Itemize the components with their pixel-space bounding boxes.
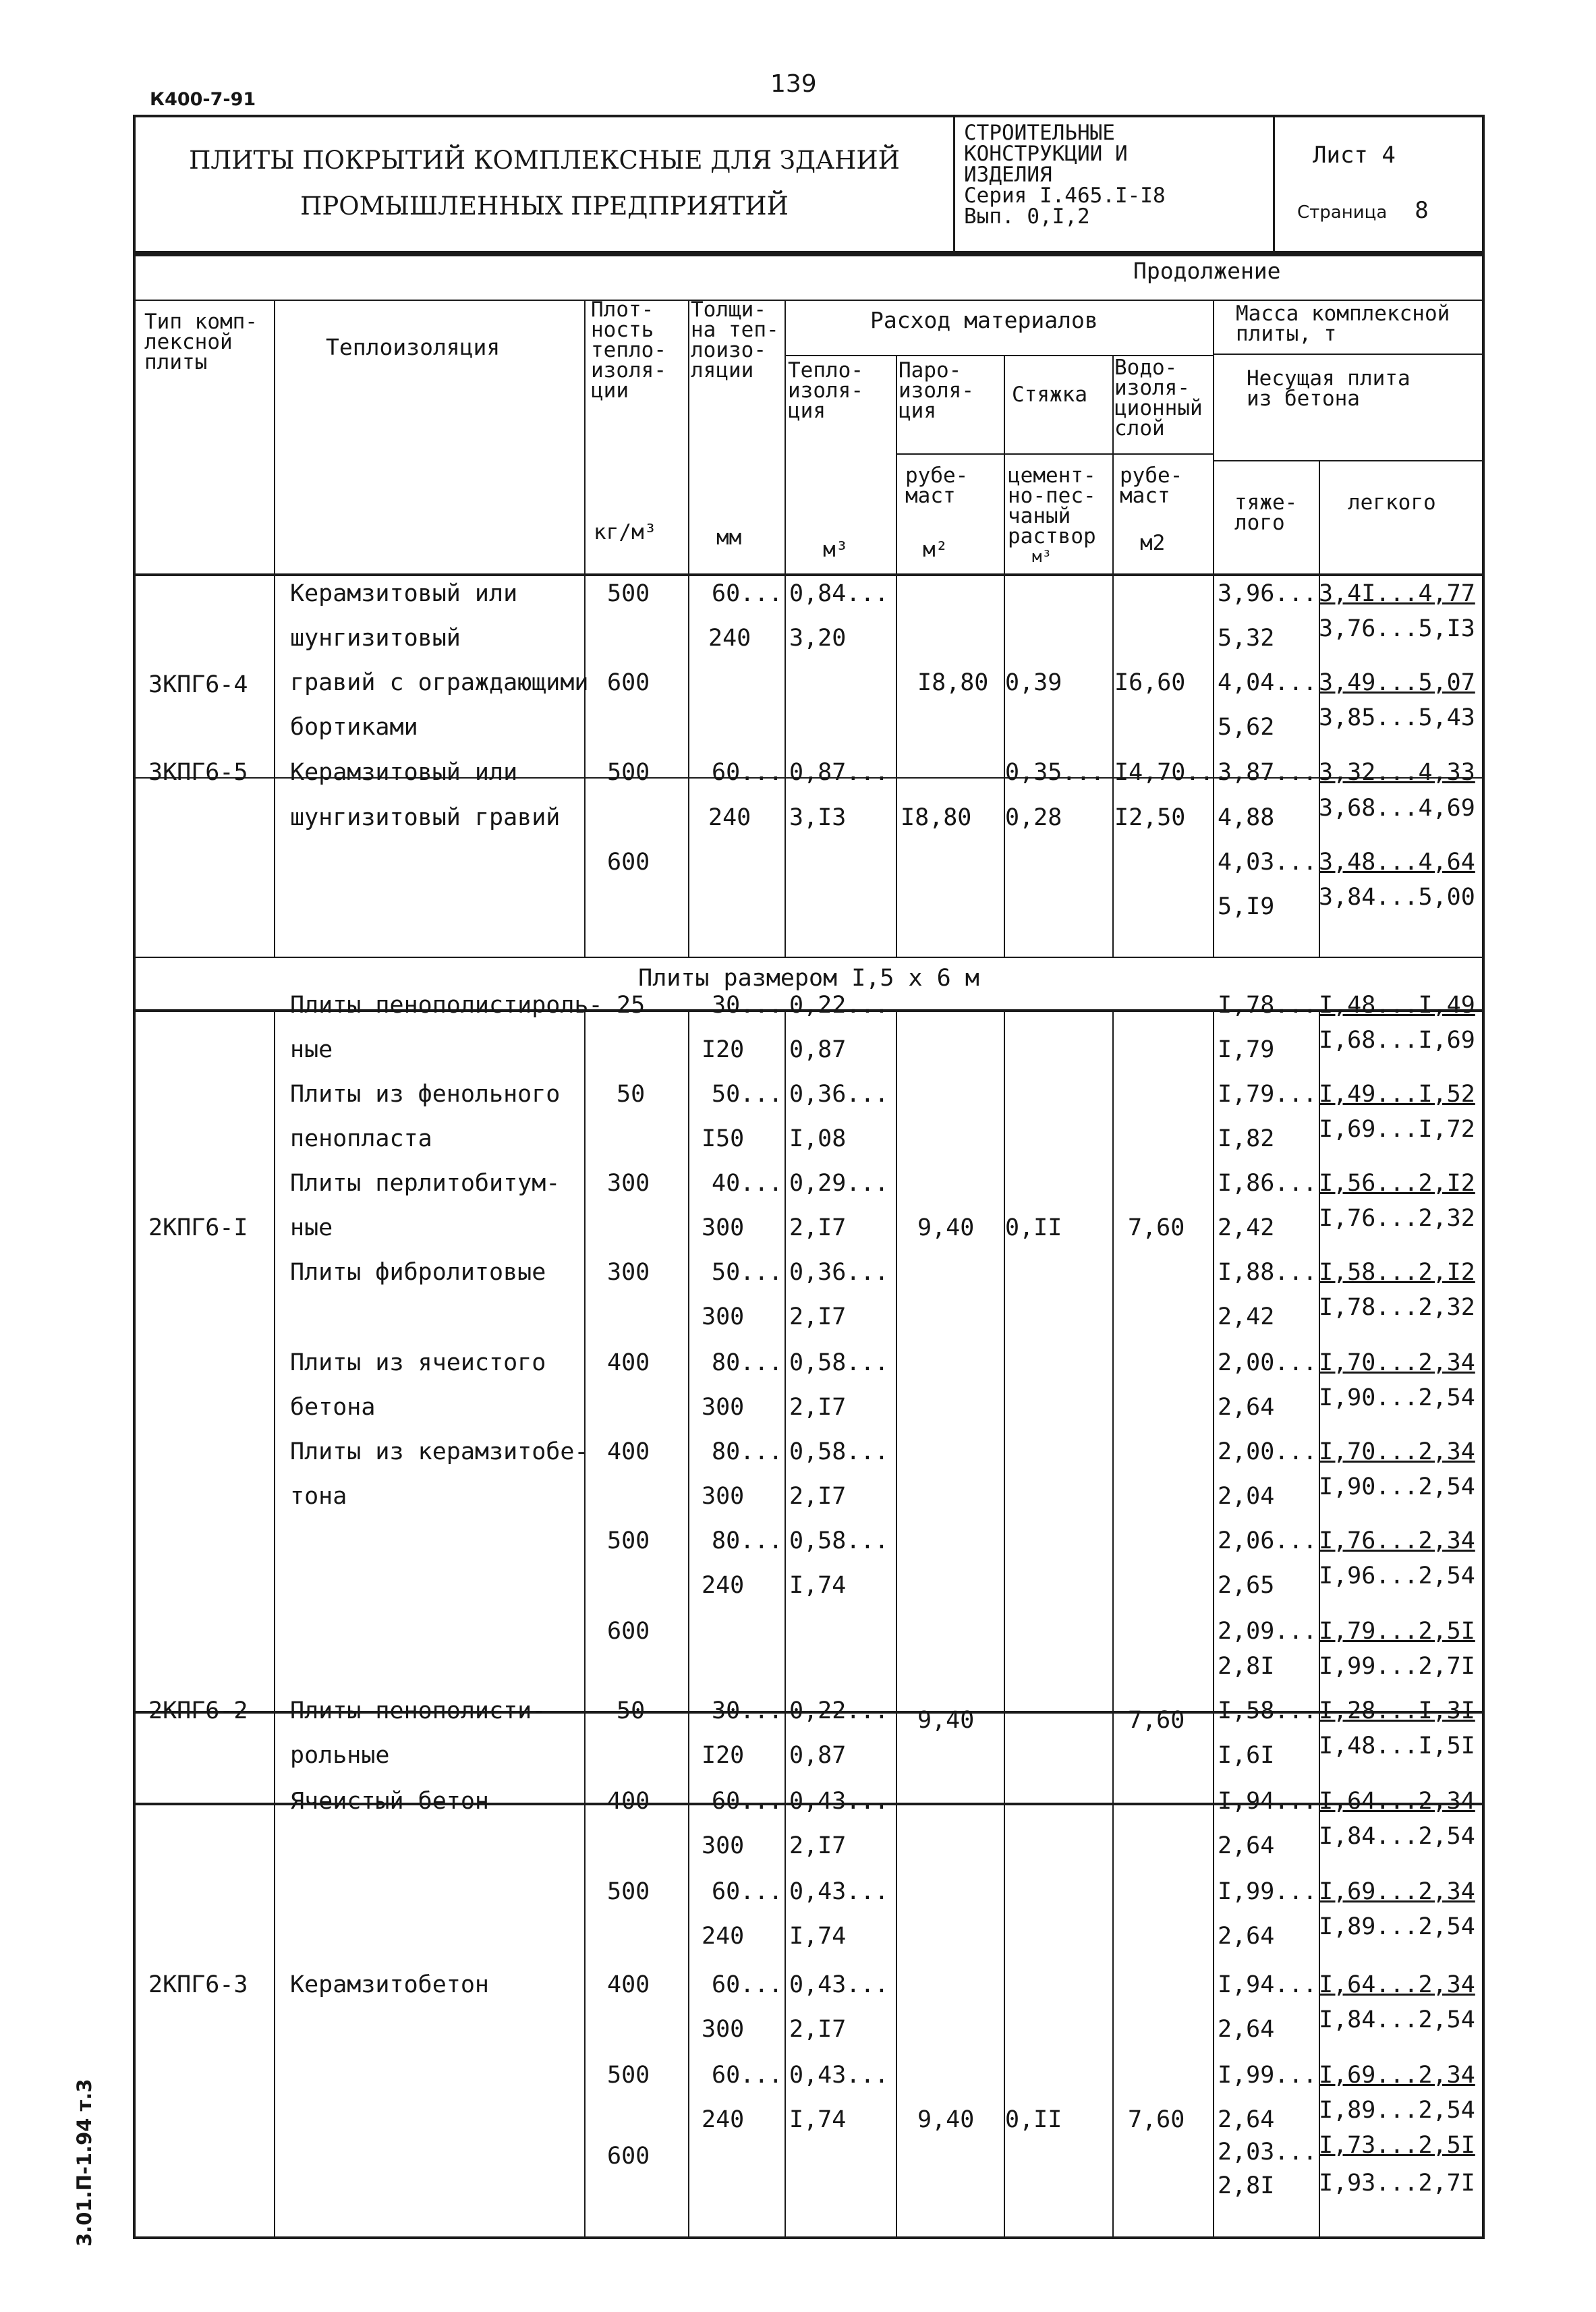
table-cell-cv5: 9,40 xyxy=(917,2106,975,2133)
col-light-header: легкого xyxy=(1348,490,1436,515)
col-insul-header xyxy=(788,360,863,421)
table-cell-d400c: 400 xyxy=(607,1788,650,1815)
header-line: Паро- xyxy=(899,358,962,383)
table-cell-cw3: 7,60 xyxy=(1128,1214,1185,1241)
table-cell-mh30: 2,64 xyxy=(1218,1923,1275,1950)
table-cell-ci3: 0,87... xyxy=(789,759,889,786)
table-cell-mh13: I,86... xyxy=(1218,1170,1317,1197)
unit-screed: м³ xyxy=(1032,547,1052,566)
document-title xyxy=(136,138,953,229)
table-cell-cw4: 7,60 xyxy=(1128,1707,1185,1734)
table-cell-i1a: Керамзитовый или xyxy=(290,580,518,607)
section-header: Плиты размером I,5 x 6 м xyxy=(638,965,979,992)
series-line: КОНСТРУКЦИИ И xyxy=(964,142,1128,166)
table-cell-i3h: Плиты из ячеистого xyxy=(290,1349,546,1376)
table-cell-ci11: 0,36... xyxy=(789,1259,889,1286)
table-cell-mh31: I,94... xyxy=(1218,1971,1317,1998)
table-cell-d500b: 500 xyxy=(607,759,650,786)
table-cell-i5a: Ячеистый бетон xyxy=(290,1788,490,1815)
header-line: лексной xyxy=(144,330,233,354)
table-cell-ml23: I,79...2,5I xyxy=(1319,1618,1475,1645)
unit-vapor: м² xyxy=(923,538,948,562)
table-cell-t5: 2КПГ6-3 xyxy=(148,1971,248,1998)
table-cell-th18: 240 xyxy=(702,1572,745,1599)
table-cell-th16: 300 xyxy=(702,1483,745,1510)
table-cell-mh1: 3,96... xyxy=(1218,580,1317,607)
table-cell-th11: 50... xyxy=(712,1259,783,1286)
table-cell-d500d: 500 xyxy=(607,1878,650,1905)
table-cell-d600b: 600 xyxy=(607,849,650,876)
table-cell-ml4: 3,85...5,43 xyxy=(1319,704,1475,731)
table-cell-mh24: 2,8I xyxy=(1218,1653,1275,1680)
table-cell-ci12: 2,I7 xyxy=(789,1303,847,1330)
table-cell-th26: 300 xyxy=(702,2016,745,2043)
header-line: маст xyxy=(905,484,956,508)
table-cell-ci21: 0,43... xyxy=(789,1788,889,1815)
table-cell-th1: 60... xyxy=(712,580,783,607)
continuation-label: Продолжение xyxy=(1133,258,1281,284)
title-block xyxy=(133,115,1485,256)
table-cell-ci25: 0,43... xyxy=(789,1971,889,1998)
header-line: Масса комплексной xyxy=(1236,302,1450,326)
header-line: ция xyxy=(788,399,826,423)
header-line: ность xyxy=(591,318,654,342)
header-line: ция xyxy=(899,399,936,423)
header-line: рубе- xyxy=(905,463,969,488)
table-cell-d25: 25 xyxy=(617,992,646,1019)
header-line: раствор xyxy=(1008,524,1096,548)
table-cell-th6: I20 xyxy=(702,1036,745,1063)
table-cell-ml36: I,93...2,7I xyxy=(1319,2170,1475,2197)
page-label: Страница xyxy=(1297,202,1388,223)
header-line: изоля- xyxy=(1114,376,1190,400)
table-cell-ml30: I,89...2,54 xyxy=(1319,1913,1475,1940)
series-info xyxy=(964,123,1166,227)
table-cell-mh11: I,79... xyxy=(1218,1081,1317,1108)
table-cell-cv1: I8,80 xyxy=(917,669,989,696)
header-line: изоля- xyxy=(591,358,666,383)
table-cell-ml29: I,69...2,34 xyxy=(1319,1878,1475,1905)
table-cell-cs3: 0,II xyxy=(1005,1214,1062,1241)
header-line: лоизо- xyxy=(691,338,766,362)
table-cell-ml27: I,64...2,34 xyxy=(1319,1788,1475,1815)
table-cell-ml5: 3,32...4,33 xyxy=(1319,759,1475,786)
table-cell-d600d: 600 xyxy=(607,2143,650,2170)
table-cell-ml22: I,96...2,54 xyxy=(1319,1562,1475,1589)
table-cell-d400a: 400 xyxy=(607,1349,650,1376)
table-cell-i1c: гравий с ограждающими xyxy=(290,669,589,696)
table-cell-mh25: I,58... xyxy=(1218,1697,1317,1724)
table-cell-d50a: 50 xyxy=(617,1081,646,1108)
table-cell-i3a: Плиты пенополистироль- xyxy=(290,992,603,1019)
col-bearing-header xyxy=(1247,368,1410,409)
series-line: Серия I.465.I-I8 xyxy=(964,184,1166,208)
table-cell-ml14: I,76...2,32 xyxy=(1319,1205,1475,1232)
table-cell-d500c: 500 xyxy=(607,1527,650,1554)
header-line: чаный xyxy=(1008,504,1071,528)
header-line: изоля- xyxy=(788,378,863,403)
table-cell-ml17: I,70...2,34 xyxy=(1319,1349,1475,1376)
table-cell-ci2: 3,20 xyxy=(789,625,847,652)
table-cell-cv2: I8,80 xyxy=(901,804,972,831)
table-cell-ml24: I,99...2,7I xyxy=(1319,1653,1475,1680)
table-cell-cw2b: I2,50 xyxy=(1114,804,1186,831)
table-cell-mh17: 2,00... xyxy=(1218,1349,1317,1376)
table-cell-d600a: 600 xyxy=(607,669,650,696)
table-cell-i3k: тона xyxy=(290,1483,347,1510)
table-cell-ml19: I,70...2,34 xyxy=(1319,1438,1475,1465)
table-cell-d500e: 500 xyxy=(607,2062,650,2089)
table-cell-mh34: 2,64 xyxy=(1218,2106,1275,2133)
table-cell-ml16: I,78...2,32 xyxy=(1319,1294,1475,1321)
table-cell-ci1: 0,84... xyxy=(789,580,889,607)
doc-code: К400-7-91 xyxy=(150,89,256,110)
table-cell-mh7: 4,03... xyxy=(1218,849,1317,876)
header-line: лого xyxy=(1234,511,1285,535)
table-cell-ml1: 3,4I...4,77 xyxy=(1319,580,1475,607)
table-cell-i3e: Плиты перлитобитум- xyxy=(290,1170,561,1197)
table-cell-mh5: 3,87... xyxy=(1218,759,1317,786)
table-cell-th15: 80... xyxy=(712,1438,783,1465)
table-cell-ml20: I,90...2,54 xyxy=(1319,1473,1475,1500)
unit-thickness: мм xyxy=(716,526,742,550)
table-cell-mh12: I,82 xyxy=(1218,1125,1275,1152)
unit-density: кг/м³ xyxy=(594,520,657,544)
table-cell-ci8: I,08 xyxy=(789,1125,847,1152)
header-line: Плот- xyxy=(591,298,654,322)
header-line: ляции xyxy=(691,358,754,383)
header-line: ции xyxy=(591,378,629,403)
table-cell-ci17: 0,58... xyxy=(789,1527,889,1554)
page-field xyxy=(1297,197,1429,224)
table-cell-ml26: I,48...I,5I xyxy=(1319,1732,1475,1759)
table-cell-d400b: 400 xyxy=(607,1438,650,1465)
col-heavy-header xyxy=(1234,492,1297,533)
table-cell-i1b: шунгизитовый xyxy=(290,625,461,652)
table-cell-i4a: Плиты пенополисти- xyxy=(290,1697,546,1724)
header-line: Тип комп- xyxy=(144,310,258,334)
table-cell-ml10: I,68...I,69 xyxy=(1319,1027,1475,1054)
table-cell-mh28: 2,64 xyxy=(1218,1832,1275,1859)
table-cell-ci20: 0,87 xyxy=(789,1742,847,1769)
table-cell-ml28: I,84...2,54 xyxy=(1319,1823,1475,1850)
table-cell-ml6: 3,68...4,69 xyxy=(1319,795,1475,822)
table-cell-cs1: 0,39 xyxy=(1005,669,1062,696)
table-cell-t1: 3КПГ6-4 xyxy=(148,671,248,698)
table-cell-i1d: бортиками xyxy=(290,714,418,741)
unit-screed-material xyxy=(1008,463,1096,548)
header-line: на теп- xyxy=(691,318,779,342)
table-cell-d400d: 400 xyxy=(607,1971,650,1998)
table-cell-ml31: I,64...2,34 xyxy=(1319,1971,1475,1998)
table-cell-th17: 80... xyxy=(712,1527,783,1554)
col-screed-header: Стяжка xyxy=(1012,383,1087,407)
table-cell-d50b: 50 xyxy=(617,1697,646,1724)
page-number: 139 xyxy=(770,70,817,98)
col-type-header xyxy=(144,312,258,372)
table-cell-th8: I50 xyxy=(702,1125,745,1152)
table-cell-cv4: 9,40 xyxy=(917,1707,975,1734)
table-cell-ml9: I,48...I,49 xyxy=(1319,992,1475,1019)
table-cell-th4: 240 xyxy=(708,804,751,831)
table-cell-ci28: I,74 xyxy=(789,2106,847,2133)
table-cell-mh16: 2,42 xyxy=(1218,1303,1275,1330)
series-line: ИЗДЕЛИЯ xyxy=(964,163,1052,187)
table-cell-ml15: I,58...2,I2 xyxy=(1319,1259,1475,1286)
table-cell-ml33: I,69...2,34 xyxy=(1319,2062,1475,2089)
table-cell-ci10: 2,I7 xyxy=(789,1214,847,1241)
table-cell-i3i: бетона xyxy=(290,1394,376,1421)
col-density-header xyxy=(591,300,666,401)
table-cell-mh33: I,99... xyxy=(1218,2062,1317,2089)
table-cell-ml3: 3,49...5,07 xyxy=(1319,669,1475,696)
table-cell-d300a: 300 xyxy=(607,1170,650,1197)
series-line: СТРОИТЕЛЬНЫЕ xyxy=(964,121,1115,145)
table-cell-mh14: 2,42 xyxy=(1218,1214,1275,1241)
table-cell-th23: 60... xyxy=(712,1878,783,1905)
table-cell-i2a: Керамзитовый или xyxy=(290,759,518,786)
table-cell-mh20: 2,04 xyxy=(1218,1483,1275,1510)
table-cell-th19: 30... xyxy=(712,1697,783,1724)
col-mass-header xyxy=(1236,304,1450,344)
table-cell-th22: 300 xyxy=(702,1832,745,1859)
header-line: Тепло- xyxy=(788,358,863,383)
table-cell-d500a: 500 xyxy=(607,580,650,607)
table-cell-cw5: 7,60 xyxy=(1128,2106,1185,2133)
table-cell-t3: 2КПГ6-I xyxy=(148,1214,248,1241)
header-line: из бетона xyxy=(1247,387,1360,411)
table-cell-ci16: 2,I7 xyxy=(789,1483,847,1510)
table-cell-mh9: I,78... xyxy=(1218,992,1317,1019)
table-cell-th24: 240 xyxy=(702,1923,745,1950)
table-cell-ml32: I,84...2,54 xyxy=(1319,2006,1475,2033)
title-line-1: ПЛИТЫ ПОКРЫТИЙ КОМПЛЕКСНЫЕ ДЛЯ ЗДАНИЙ xyxy=(189,146,900,175)
table-cell-d300b: 300 xyxy=(607,1259,650,1286)
table-cell-ci14: 2,I7 xyxy=(789,1394,847,1421)
table-cell-ci5: 0,22... xyxy=(789,992,889,1019)
table-cell-ml18: I,90...2,54 xyxy=(1319,1384,1475,1411)
table-cell-i3b: ные xyxy=(290,1036,333,1063)
table-cell-th9: 40... xyxy=(712,1170,783,1197)
header-line: изоля- xyxy=(899,378,974,403)
table-cell-cw1: I6,60 xyxy=(1114,669,1186,696)
table-cell-th25: 60... xyxy=(712,1971,783,1998)
table-cell-mh32: 2,64 xyxy=(1218,2016,1275,2043)
table-cell-mh29: I,99... xyxy=(1218,1878,1317,1905)
table-cell-mh23: 2,09... xyxy=(1218,1618,1317,1645)
table-cell-mh18: 2,64 xyxy=(1218,1394,1275,1421)
side-code: 3.01.П-1.94 т.3 xyxy=(73,2079,96,2247)
table-cell-th5: 30... xyxy=(712,992,783,1019)
table-cell-ci13: 0,58... xyxy=(789,1349,889,1376)
table-cell-cs2b: 0,28 xyxy=(1005,804,1062,831)
table-cell-t2: 3КПГ6-5 xyxy=(148,759,248,786)
header-line: ционный xyxy=(1114,396,1203,420)
table-cell-mh22: 2,65 xyxy=(1218,1572,1275,1599)
table-cell-cs5: 0,II xyxy=(1005,2106,1062,2133)
table-cell-i3d: пенопласта xyxy=(290,1125,432,1152)
table-cell-ci6: 0,87 xyxy=(789,1036,847,1063)
unit-water-material xyxy=(1120,463,1183,508)
table-cell-th28: 240 xyxy=(702,2106,745,2133)
table-cell-mh15: I,88... xyxy=(1218,1259,1317,1286)
unit-insul: м³ xyxy=(823,538,849,562)
header-line: Несущая плита xyxy=(1247,366,1410,391)
col-insulation-header: Теплоизоляция xyxy=(326,334,501,360)
table-cell-th14: 300 xyxy=(702,1394,745,1421)
table-cell-ml2: 3,76...5,I3 xyxy=(1319,615,1475,642)
table-cell-d600c: 600 xyxy=(607,1618,650,1645)
table-cell-mh26: I,6I xyxy=(1218,1742,1275,1769)
header-line: маст xyxy=(1120,484,1170,508)
table-cell-mh4: 5,62 xyxy=(1218,714,1275,741)
table-cell-i2b: шунгизитовый гравий xyxy=(290,804,561,831)
table-cell-ci27: 0,43... xyxy=(789,2062,889,2089)
table-cell-i3f: ные xyxy=(290,1214,333,1241)
header-line: но-пес- xyxy=(1008,484,1096,508)
table-cell-ci26: 2,I7 xyxy=(789,2016,847,2043)
table-cell-cw2a: I4,70... xyxy=(1114,759,1228,786)
table-cell-mh21: 2,06... xyxy=(1218,1527,1317,1554)
header-line: рубе- xyxy=(1120,463,1183,488)
table-cell-i3j: Плиты из керамзитобе- xyxy=(290,1438,589,1465)
table-cell-th10: 300 xyxy=(702,1214,745,1241)
table-cell-ci22: 2,I7 xyxy=(789,1832,847,1859)
table-cell-th12: 300 xyxy=(702,1303,745,1330)
table-cell-ml21: I,76...2,34 xyxy=(1319,1527,1475,1554)
table-cell-th21: 60... xyxy=(712,1788,783,1815)
col-water-header xyxy=(1114,358,1203,439)
header-line: тепло- xyxy=(591,338,666,362)
table-cell-mh8: 5,I9 xyxy=(1218,893,1275,920)
table-cell-ci24: I,74 xyxy=(789,1923,847,1950)
table-cell-ci4: 3,I3 xyxy=(789,804,847,831)
table-cell-ci19: 0,22... xyxy=(789,1697,889,1724)
header-line: слой xyxy=(1114,416,1165,441)
title-line-2: ПРОМЫШЛЕННЫХ ПРЕДПРИЯТИЙ xyxy=(300,192,789,221)
table-cell-ml13: I,56...2,I2 xyxy=(1319,1170,1475,1197)
table-cell-t4: 2КПГ6-2 xyxy=(148,1697,248,1724)
col-vapor-header xyxy=(899,360,974,421)
table-cell-ml25: I,28...I,3I xyxy=(1319,1697,1475,1724)
table-cell-mh2: 5,32 xyxy=(1218,625,1275,652)
table-cell-i3g: Плиты фибролитовые xyxy=(290,1259,546,1286)
table-cell-cs2a: 0,35... xyxy=(1005,759,1105,786)
table-cell-mh36: 2,8I xyxy=(1218,2172,1275,2199)
table-cell-mh35: 2,03... xyxy=(1218,2139,1317,2166)
table-cell-th2: 240 xyxy=(708,625,751,652)
table-cell-cv3: 9,40 xyxy=(917,1214,975,1241)
series-line: Вып. 0,I,2 xyxy=(964,204,1090,229)
page-value: 8 xyxy=(1415,197,1429,224)
table-cell-i4b: рольные xyxy=(290,1742,390,1769)
col-consumption-header: Расход материалов xyxy=(870,307,1098,333)
table-cell-mh6: 4,88 xyxy=(1218,804,1275,831)
unit-vapor-material xyxy=(905,463,969,508)
col-thickness-header xyxy=(691,298,779,383)
table-cell-th20: I20 xyxy=(702,1742,745,1769)
header-line: цемент- xyxy=(1008,463,1096,488)
table-cell-ci9: 0,29... xyxy=(789,1170,889,1197)
header-line: тяже- xyxy=(1234,490,1298,515)
table-cell-th13: 80... xyxy=(712,1349,783,1376)
table-cell-i3c: Плиты из фенольного xyxy=(290,1081,561,1108)
table-cell-ci18: I,74 xyxy=(789,1572,847,1599)
table-cell-mh3: 4,04... xyxy=(1218,669,1317,696)
table-cell-mh27: I,94... xyxy=(1218,1788,1317,1815)
header-line: Толщи- xyxy=(691,298,766,322)
table-cell-ci7: 0,36... xyxy=(789,1081,889,1108)
table-cell-mh10: I,79 xyxy=(1218,1036,1275,1063)
header-line: плиты, т xyxy=(1236,322,1337,346)
header-line: Водо- xyxy=(1114,356,1178,380)
table-cell-mh19: 2,00... xyxy=(1218,1438,1317,1465)
table-cell-th3: 60... xyxy=(712,759,783,786)
table-cell-ci23: 0,43... xyxy=(789,1878,889,1905)
table-cell-ml35: I,73...2,5I xyxy=(1319,2132,1475,2159)
table-cell-ml8: 3,84...5,00 xyxy=(1319,884,1475,911)
table-cell-ml12: I,69...I,72 xyxy=(1319,1116,1475,1143)
table-cell-ml7: 3,48...4,64 xyxy=(1319,849,1475,876)
table-cell-ml34: I,89...2,54 xyxy=(1319,2097,1475,2124)
table-cell-th27: 60... xyxy=(712,2062,783,2089)
sheet-number: Лист 4 xyxy=(1313,142,1396,169)
table-cell-i5b: Керамзитобетон xyxy=(290,1971,490,1998)
table-cell-ci15: 0,58... xyxy=(789,1438,889,1465)
header-line: плиты xyxy=(144,350,208,374)
unit-water: м2 xyxy=(1140,531,1166,555)
table-cell-th7: 50... xyxy=(712,1081,783,1108)
table-cell-ml11: I,49...I,52 xyxy=(1319,1081,1475,1108)
